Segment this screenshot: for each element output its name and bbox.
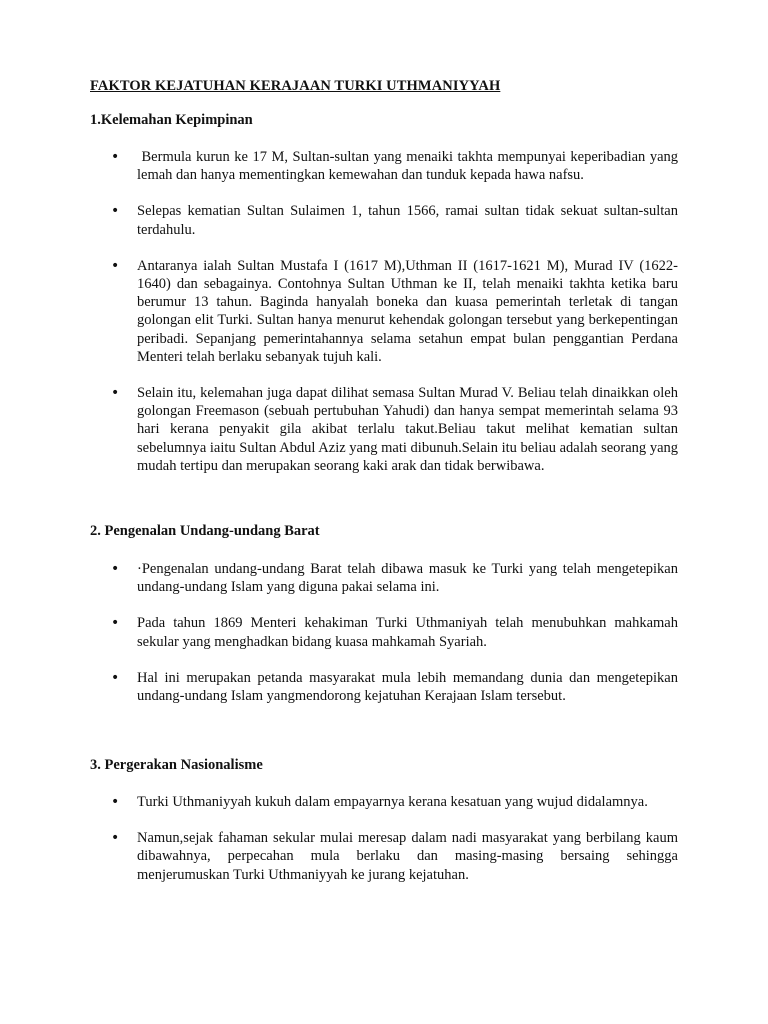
bullet-icon: • bbox=[111, 149, 120, 165]
list-item bbox=[90, 384, 678, 475]
list-item-text: Namun,sejak fahaman sekular mulai meresap dalam nadi masyarakat yang berbilang kaum dibawahnya, perpecahan mula berlaku dan masing-masing bersaing sehingga menjerumuskan Turki Uthmaniyyah ke jurang kejatuhan. bbox=[137, 830, 678, 883]
list-item bbox=[90, 614, 678, 650]
list-item-text: Turki Uthmaniyyah kukuh dalam empayarnya kerana kesatuan yang wujud didalamnya. bbox=[137, 794, 648, 810]
list-item bbox=[90, 560, 678, 596]
bullet-icon: • bbox=[111, 561, 120, 577]
list-item bbox=[90, 202, 678, 238]
list-item bbox=[90, 829, 678, 884]
section-heading-kelemahan-kepimpinan: 1.Kelemahan Kepimpinan bbox=[90, 112, 253, 128]
list-item bbox=[90, 669, 678, 705]
bullet-icon: • bbox=[111, 830, 120, 847]
bullet-icon: • bbox=[111, 669, 120, 686]
bullet-icon: • bbox=[111, 615, 120, 632]
bullet-icon: • bbox=[111, 385, 120, 402]
bullet-icon: • bbox=[111, 794, 120, 810]
list-item-text: Antaranya ialah Sultan Mustafa I (1617 M),Uthman II (1617-1621 M), Murad IV (1622-1640) dan sebagainya. Contohnya Sultan Uthman ke II, telah menaiki takhta ketika baru berumur 13 tahun. Baginda hanyalah boneka dan kuasa pemerintah terletak di tangan golongan elit Turki. Sultan hanya menurut kehendak golongan tersebut yang berkepentingan peribadi. Sepanjang pemerintahannya selama setahun empat bulan penggantian Perdana Menteri telah berlaku sebanyak tujuh kali. bbox=[137, 257, 678, 365]
list-item-text: ·Pengenalan undang-undang Barat telah dibawa masuk ke Turki yang telah mengetepikan undang-undang Islam yang diguna pakai selama ini. bbox=[137, 561, 678, 596]
document-title: FAKTOR KEJATUHAN KERAJAAN TURKI UTHMANIYYAH bbox=[90, 78, 501, 94]
bullet-icon: • bbox=[111, 257, 120, 274]
bullet-list-section-3 bbox=[90, 793, 678, 884]
bullet-icon: • bbox=[111, 203, 120, 220]
list-item bbox=[90, 148, 682, 184]
list-item-text: Hal ini merupakan petanda masyarakat mula lebih memandang dunia dan mengetepikan undang-undang Islam yangmendorong kejatuhan Kerajaan Islam tersebut. bbox=[137, 669, 678, 705]
list-item-text: Pada tahun 1869 Menteri kehakiman Turki Uthmaniyah telah menubuhkan mahkamah sekular yang menghadkan bidang kuasa mahkamah Syariah. bbox=[137, 615, 678, 650]
list-item-text: Selain itu, kelemahan juga dapat dilihat semasa Sultan Murad V. Beliau telah dinaikkan oleh golongan Freemason (sebuah pertubuhan Yahudi) dan hanya sempat memerintah selama 93 hari kerana penyakit gila akibat terlalu takut.Beliau takut melihat kematian sultan sebelumnya iaitu Sultan Abdul Aziz yang mati dibunuh.Selain itu beliau adalah seorang yang mudah tertipu dan merupakan seorang kaki arak dan tidak berwibawa. bbox=[137, 385, 678, 474]
bullet-list-section-2 bbox=[90, 560, 678, 705]
list-item-text: Selepas kematian Sultan Sulaimen 1, tahun 1566, ramai sultan tidak sekuat sultan-sultan terdahulu. bbox=[137, 203, 678, 238]
section-heading-undang-undang-barat: 2. Pengenalan Undang-undang Barat bbox=[90, 523, 320, 539]
list-item bbox=[90, 257, 678, 366]
section-heading-pergerakan-nasionalisme: 3. Pergerakan Nasionalisme bbox=[90, 757, 263, 773]
list-item-text: Bermula kurun ke 17 M, Sultan-sultan yang menaiki takhta mempunyai keperibadian yang lemah dan hanya mementingkan kemewahan dan tunduk kepada hawa nafsu. bbox=[137, 149, 682, 184]
list-item bbox=[90, 793, 678, 811]
bullet-list-section-1 bbox=[90, 148, 682, 475]
